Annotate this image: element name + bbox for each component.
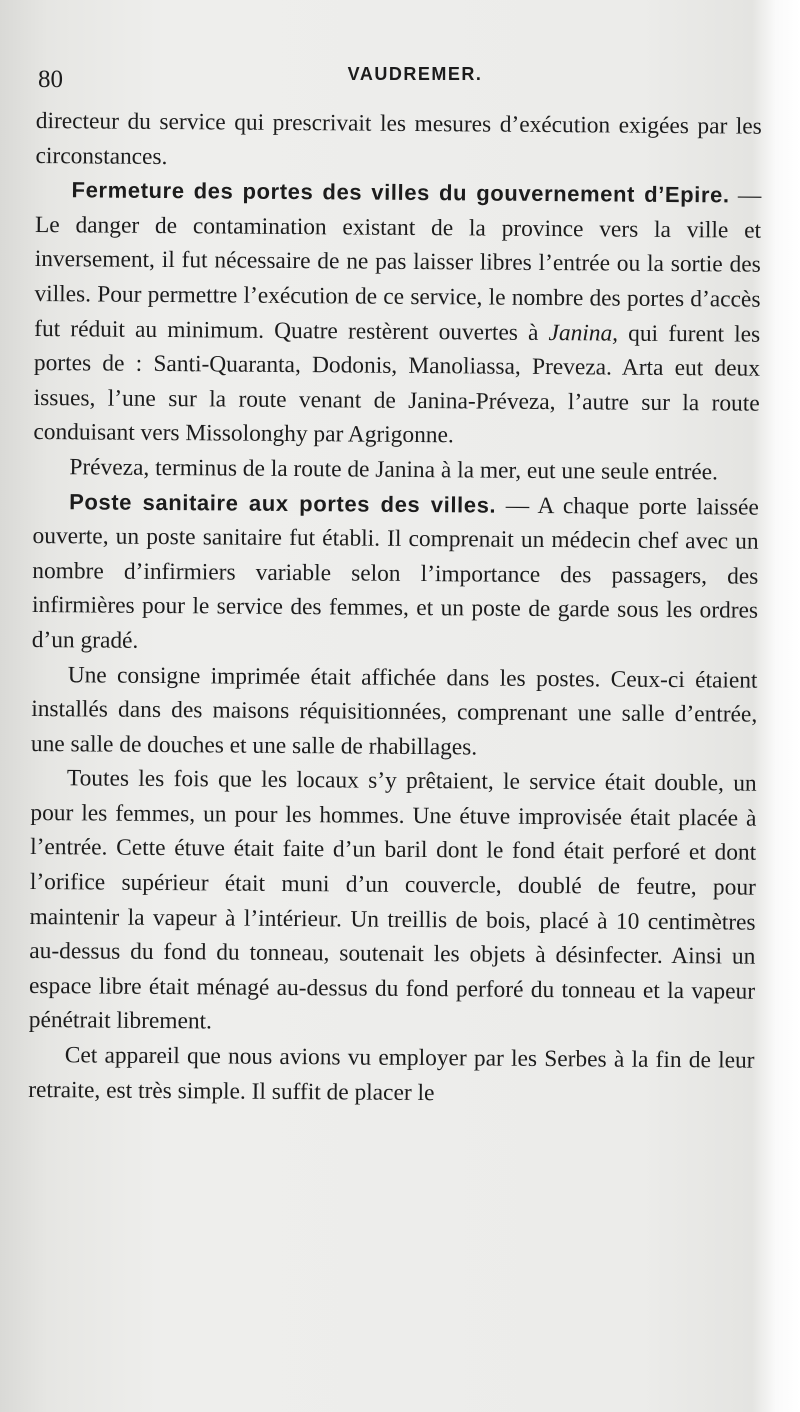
paragraph-4-text: — A chaque porte laissée ouverte, un poste sanitaire fut établi. Il comprenait un médecin chef avec un nombre d’infirmiers variable selon l’importance des passagers, des infirmières pour le service des femmes, et un poste de garde sous les ordres d’un gradé. <box>31 492 759 654</box>
body-text <box>28 104 762 1113</box>
section-heading-poste-sanitaire: Poste sanitaire aux portes des villes. <box>69 488 497 518</box>
paragraph-6 <box>29 761 757 1043</box>
paragraph-2-text-b: qui furent les portes de : Santi-Quaranta, Dodonis, Manoliassa, Preveza. Arta eut deux issues, l’une sur la route venant de Janina-Préveza, l’autre sur la route conduisant vers Missolonghy par Agrigonne. <box>33 320 761 449</box>
paragraph-1 <box>35 104 762 179</box>
paragraph-3 <box>33 450 759 490</box>
paragraph-5 <box>31 657 758 766</box>
page-header <box>38 60 758 100</box>
paragraph-2-italic-janina: Janina, <box>548 319 619 347</box>
paragraph-7 <box>28 1038 755 1113</box>
paragraph-1-text: directeur du service qui prescrivait les mesures d’exécution exigées par les circonstances. <box>35 107 762 170</box>
paragraph-4 <box>32 485 759 664</box>
page-number: 80 <box>38 66 63 93</box>
paragraph-7-text: Cet appareil que nous avions vu employer par les Serbes à la fin de leur retraite, est très simple. Il suffit de placer le <box>28 1042 755 1106</box>
running-head: VAUDREMER. <box>347 64 483 84</box>
paragraph-6-text: Toutes les fois que les locaux s’y prêtaient, le service était double, un pour les femmes, un pour les hommes. Une étuve improvisée était placée à l’entrée. Cette étuve était faite d’un baril dont le fond était perforé et dont l’orifice supérieur était muni d’un couvercle, doublé de feutre, pour maintenir la vapeur à l’intérieur. Un treillis de bois, placé à 10 centimètres au-dessus du fond du tonneau, soutenait les objets à désinfecter. Ainsi un espace libre était ménagé au-dessus du fond perforé du tonneau et la vapeur pénétrait librement. <box>28 765 757 1035</box>
section-heading-fermeture: Fermeture des portes des villes du gouvernement d’Epire. <box>71 177 730 208</box>
paragraph-2-text-a: — Le danger de contamination existant de la province vers la ville et inversement, il fut nécessaire de ne pas laisser libres l’entrée ou la sortie des villes. Pour permettre l’exécution de ce service, le nombre des portes d’accès fut réduit au minimum. Quatre restèrent ouvertes à <box>34 182 762 346</box>
paragraph-2 <box>33 173 761 455</box>
paragraph-5-text: Une consigne imprimée était affichée dans les postes. Ceux-ci étaient installés dans des maisons réquisitionnées, comprenant une salle d’entrée, une salle de douches et une salle de rhabillages. <box>30 661 758 761</box>
paragraph-3-text: Préveza, terminus de la route de Janina à la mer, eut une seule entrée. <box>69 454 719 486</box>
